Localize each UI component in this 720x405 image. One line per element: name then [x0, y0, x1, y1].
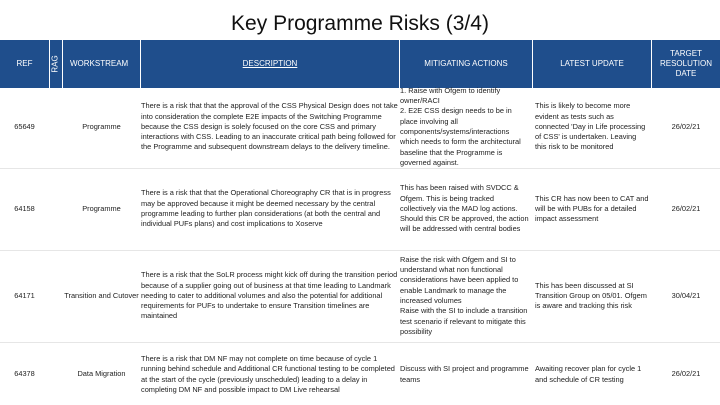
header-ref [0, 40, 49, 88]
row-mitigating-text: 1. Raise with Ofgem to identify owner/RACI 2. E2E CSS design needs to be in place involving all components/systems/interactions which needs to form the architectural baseline that the Programme is governed against. [400, 85, 521, 167]
header-workstream-label: WORKSTREAM [70, 59, 129, 68]
row-latest-text: This is likely to become more evident as tests such as connected 'Day in Life processing of CSS' is undertaken. Leaving this risk to be monitored [535, 101, 646, 152]
row-description-text: There is a risk that the SoLR process might kick off during the transition period because of a supplier going out of business at that time leading to Landmark needing to cater to additional volumes and also the potential for additional requirements for PUFs to undertake to ensure Transition timelines are maintained [141, 270, 398, 321]
header-workstream [63, 40, 140, 88]
row-divider [0, 168, 720, 169]
header-rag [50, 40, 62, 88]
table-row [0, 344, 720, 405]
row-ref: 65649 [14, 121, 35, 131]
row-target: 26/02/21 [671, 121, 701, 131]
header-ref-label: REF [16, 59, 33, 68]
header-latest-label: LATEST UPDATE [560, 59, 624, 68]
row-description-text: There is a risk that DM NF may not complete on time because of cycle 1 running behind schedule and Additional CR functional testing to be completed at the start of the cycle (previously unscheduled) leading to a delay in completing DM NF and possible impact to DM Live rehearsal [141, 353, 395, 394]
row-mitigating [400, 170, 530, 248]
header-mitigating [400, 40, 532, 88]
header-description-label: DESCRIPTION [242, 59, 298, 68]
row-latest-text: This CR has now been to CAT and will be with PUBs for a detailed impact assessment [535, 193, 649, 224]
row-ref: 64171 [14, 290, 35, 300]
table-row [0, 170, 720, 248]
row-ref: 64158 [14, 203, 35, 213]
row-description-text: There is a risk that that the approval of the CSS Physical Design does not take into consideration the complete E2E impacts of the Switching Programme because the CSS design is solely focused on the core CSS and primary interactions with CSS. Leading to an inaccurate critical path being followed for the Programme and subsequent downstream delays to the delivery timeline. [141, 101, 398, 152]
row-workstream: Data Migration [77, 369, 126, 379]
table-row [0, 85, 720, 167]
row-latest-text: This has been discussed at SI Transition Group on 05/01. Ofgem is aware and tracking this risk [535, 280, 647, 311]
row-mitigating [400, 344, 530, 405]
header-latest [533, 40, 651, 88]
row-latest-text: Awaiting recover plan for cycle 1 and schedule of CR testing [535, 364, 642, 384]
row-mitigating [400, 85, 530, 167]
row-mitigating-text: This has been raised with SVDCC & Ofgem. This is being tracked collectively via the MAD log actions. Should this CR be approved, the action will be addressed with central bodies [400, 183, 529, 234]
row-description-text: There is a risk that that the Operational Choreography CR that is in progress may be approved because it might be deemed necessary by the central programme leading to further plan considerations (at both the central and individual PUFs plans) and cost implications to Xoserve [141, 188, 391, 229]
row-divider [0, 342, 720, 343]
header-description [141, 40, 399, 88]
row-latest [535, 88, 649, 166]
row-mitigating-text: Discuss with SI project and programme teams [400, 364, 529, 384]
row-latest [535, 170, 649, 248]
row-workstream: Transition and Cutover [64, 290, 139, 300]
row-workstream: Programme [82, 203, 121, 213]
header-rag-label: RAG [51, 55, 60, 73]
row-divider [0, 250, 720, 251]
row-description [141, 344, 398, 405]
row-ref: 64378 [14, 369, 35, 379]
row-latest [535, 344, 649, 405]
row-description [141, 88, 398, 166]
row-mitigating [400, 252, 530, 340]
page-title: Key Programme Risks (3/4) [231, 12, 489, 35]
row-description [141, 252, 398, 340]
row-target: 26/02/21 [671, 369, 701, 379]
row-mitigating-text: Raise the risk with Ofgem and SI to understand what non functional considerations have been applied to enable Landmark to manage the increased volumes Raise with the SI to include a transition test scenario if relevant to mitigate this possibility [400, 254, 528, 336]
header-target-label: TARGET RESOLUTION DATE [659, 49, 712, 78]
table-row [0, 252, 720, 340]
row-latest [535, 252, 649, 340]
header-mitigating-label: MITIGATING ACTIONS [424, 59, 508, 68]
row-workstream: Programme [82, 121, 121, 131]
row-description [141, 170, 398, 248]
row-target: 26/02/21 [671, 203, 701, 213]
header-target [652, 40, 720, 88]
row-target: 30/04/21 [671, 290, 701, 300]
